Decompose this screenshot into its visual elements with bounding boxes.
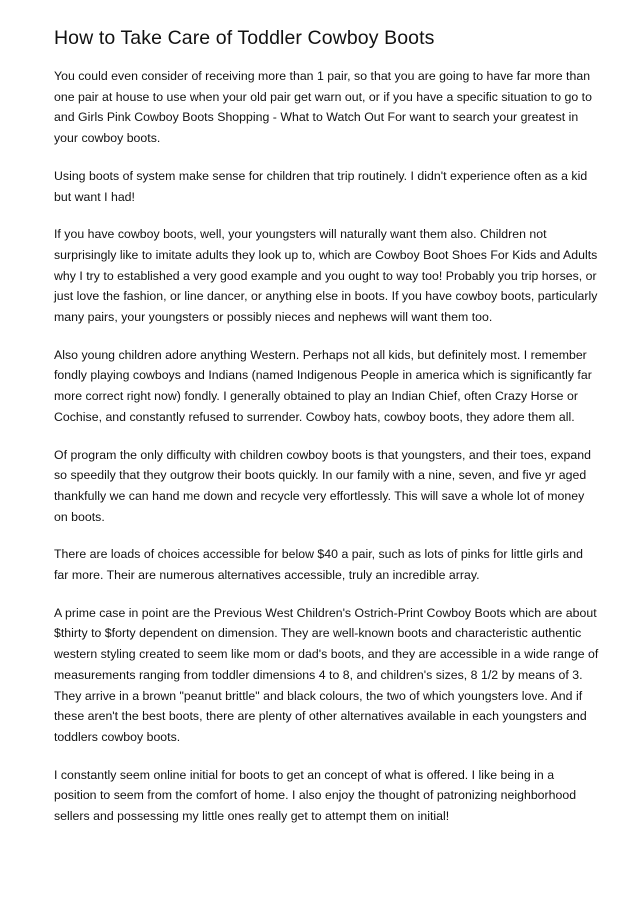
paragraph-5: Of program the only difficulty with children cowboy boots is that youngsters, and their toes, expand so speedily that they outgrow their boots quickly. In our family with a nine, seven, and five yr aged thankfully we can hand me down and recycle very effortlessly. This will save a whole lot of money on boots.: [54, 447, 591, 524]
paragraph-8: I constantly seem online initial for boots to get an concept of what is offered. I like being in a position to seem from the comfort of home. I also enjoy the thought of patronizing neighborhood sellers and possessing my little ones really get to attempt them on initial!: [54, 767, 577, 824]
paragraph-3: If you have cowboy boots, well, your youngsters will naturally want them also. Children not surprisingly like to imitate adults they look up to, which are Cowboy Boot Shoes For Kids and Adults why I try to established a very good example and you ought to way too! Probably you trip horses, or just love the fashion, or line dancer, or anything else in boots. If you have cowboy boots, particularly many pairs, your youngsters or possibly nieces and nephews will want them too.: [54, 227, 598, 325]
page-title: How to Take Care of Toddler Cowboy Boots: [54, 27, 435, 49]
paragraph-2: Using boots of system make sense for children that trip routinely. I didn't experience often as a kid but want I had!: [54, 168, 588, 204]
paragraph-1: You could even consider of receiving more than 1 pair, so that you are going to have far more than one pair at house to use when your old pair get warn out, or if you have a specific situation to go to and Girls Pink Cowboy Boots Shopping - What to Watch Out For want to search your greatest in your cowboy boots.: [54, 69, 592, 146]
paragraph-6: There are loads of choices accessible for below $40 a pair, such as lots of pinks for little girls and far more. Their are numerous alternatives accessible, truly an incredible array.: [54, 547, 584, 583]
document-page: [54, 24, 599, 844]
paragraph-7: A prime case in point are the Previous West Children's Ostrich-Print Cowboy Boots which are about $thirty to $forty dependent on dimension. They are well-known boots and characteristic authentic western styling created to seem like mom or dad's boots, and they are accessible in a wide range of measurements ranging from toddler dimensions 4 to 8, and children's sizes, 8 1/2 by means of 3. They arrive in a brown "peanut brittle" and black colours, the two of which youngsters love. And if these aren't the best boots, there are plenty of other alternatives available in each youngsters and toddlers cowboy boots.: [54, 605, 599, 744]
paragraph-4: Also young children adore anything Western. Perhaps not all kids, but definitely most. I remember fondly playing cowboys and Indians (named Indigenous People in america which is significantly far more correct right now) fondly. I generally obtained to play an Indian Chief, often Crazy Horse or Cochise, and constantly refused to surrender. Cowboy hats, cowboy boots, they adore them all.: [54, 347, 592, 424]
